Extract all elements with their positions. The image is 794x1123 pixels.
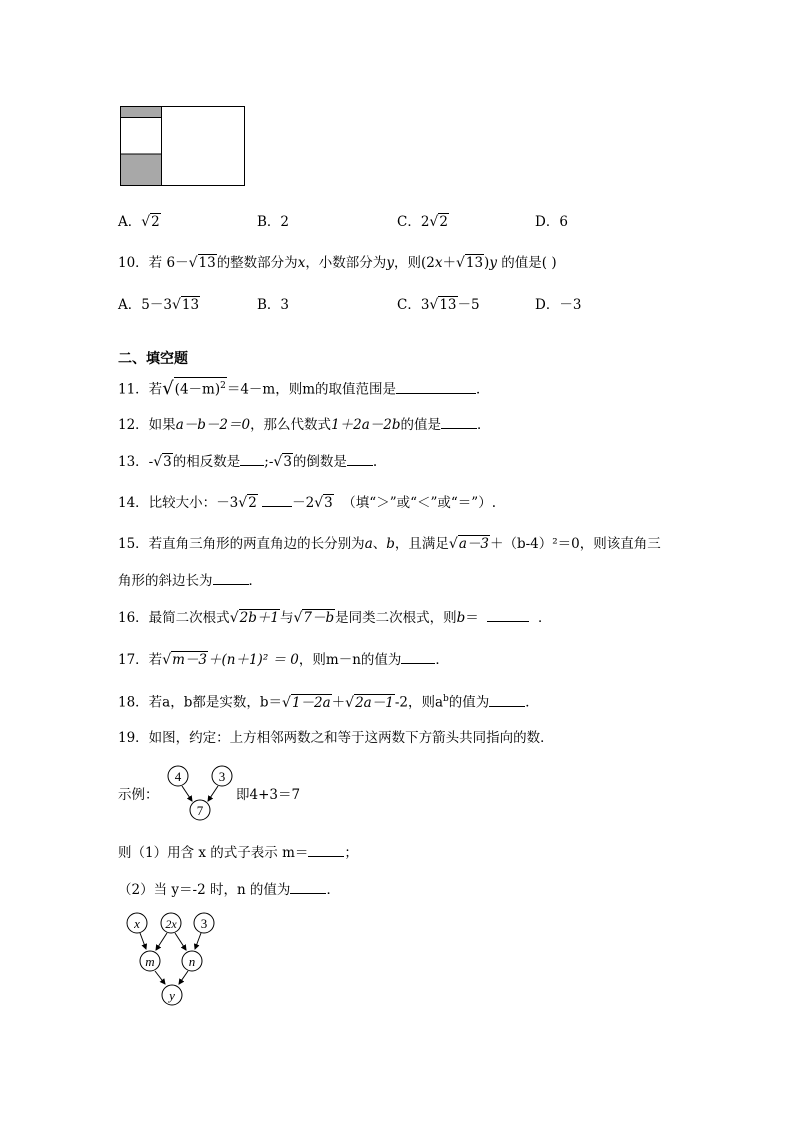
q10-option-b: B．3 [257,297,290,313]
q19-question: 19．如图，约定：上方相邻两数之和等于这两数下方箭头共同指向的数． [118,730,554,746]
q9-option-c: C．2√2 [397,214,448,230]
q11-answer-blank[interactable] [396,379,476,394]
q10-option-c: C．3√13－5 [397,297,480,313]
q13-answer-blank-1[interactable] [240,451,264,466]
q16-question: 16．最简二次根式√2b＋1与√7－b是同类二次根式，则b＝ ． [118,607,551,628]
q15-answer-blank[interactable] [213,570,249,585]
q17-question: 17．若√m－3＋(n＋1)² ＝ 0，则m－n的值为 ． [118,649,449,670]
svg-text:2x: 2x [165,917,177,931]
q19-example-diagram [160,762,240,824]
svg-text:x: x [134,916,140,931]
q9-option-b: B．2 [257,214,290,230]
q19-part2-blank[interactable] [290,879,326,894]
q13-question: 13．-√3的相反数是 ;-√3的倒数是 . [118,451,377,472]
q11-question: 11．若$√(4-m)^2=4-m$，则m的取值范围是 ． [118,377,490,399]
q15-question-line1: 15．若直角三角形的两直角边的长分别为a、b，且满足√a－3＋（b-4）²＝0，则该直角三 [118,536,661,552]
q14-question: 14．比较大小：－3√2 －2√3 （填“＞”或“＜”或“＝”）. [118,492,496,513]
q18-answer-blank[interactable] [489,692,525,707]
q18-question: 18．若a，b都是实数，b＝√1－2a＋√2a－1-2，则$a^b$的值为 ． [118,689,539,713]
q10-option-d: D．－3 [535,297,582,313]
svg-text:y: y [169,988,175,1003]
q14-answer-blank[interactable] [262,492,292,507]
q19-part1-blank[interactable] [308,842,344,857]
svg-text:3: 3 [218,769,226,784]
section-title-fill-in: 二、填空题 [118,351,188,367]
q19-part1: 则（1）用含 x 的式子表示 m＝ ； [118,842,358,863]
q19-tree-diagram [118,906,228,1012]
q9-option-a: A．√2 [118,214,160,230]
q9-shaded-bottom [121,154,162,186]
q19-example-label: 示例： [118,787,159,803]
q13-answer-blank-2[interactable] [347,451,373,466]
q19-part2: （2）当 y＝-2 时，n 的值为 ． [118,879,340,900]
svg-text:4: 4 [174,769,182,784]
q9-shaded-top [121,107,162,118]
q15-question-line2: 角形的斜边长为 ． [118,570,262,591]
q19-example-equation: 即4+3＝7 [236,787,301,803]
q17-answer-blank[interactable] [401,649,435,664]
q10-question: 10．若 6－√13的整数部分为x，小数部分为y，则(2x＋√13)y 的值是( ) [118,255,557,271]
svg-text:n: n [188,954,196,969]
svg-text:7: 7 [196,803,204,818]
q10-option-a: A．5－3√13 [118,297,200,313]
q12-question: 12．如果a－b－2＝0，那么代数式1＋2a－2b的值是 ． [118,414,491,435]
q9-option-d: D．6 [535,214,568,230]
q9-figure [120,106,246,188]
svg-text:m: m [145,954,155,969]
svg-text:3: 3 [200,916,208,931]
q12-answer-blank[interactable] [441,414,477,429]
q16-answer-blank[interactable] [487,607,529,622]
